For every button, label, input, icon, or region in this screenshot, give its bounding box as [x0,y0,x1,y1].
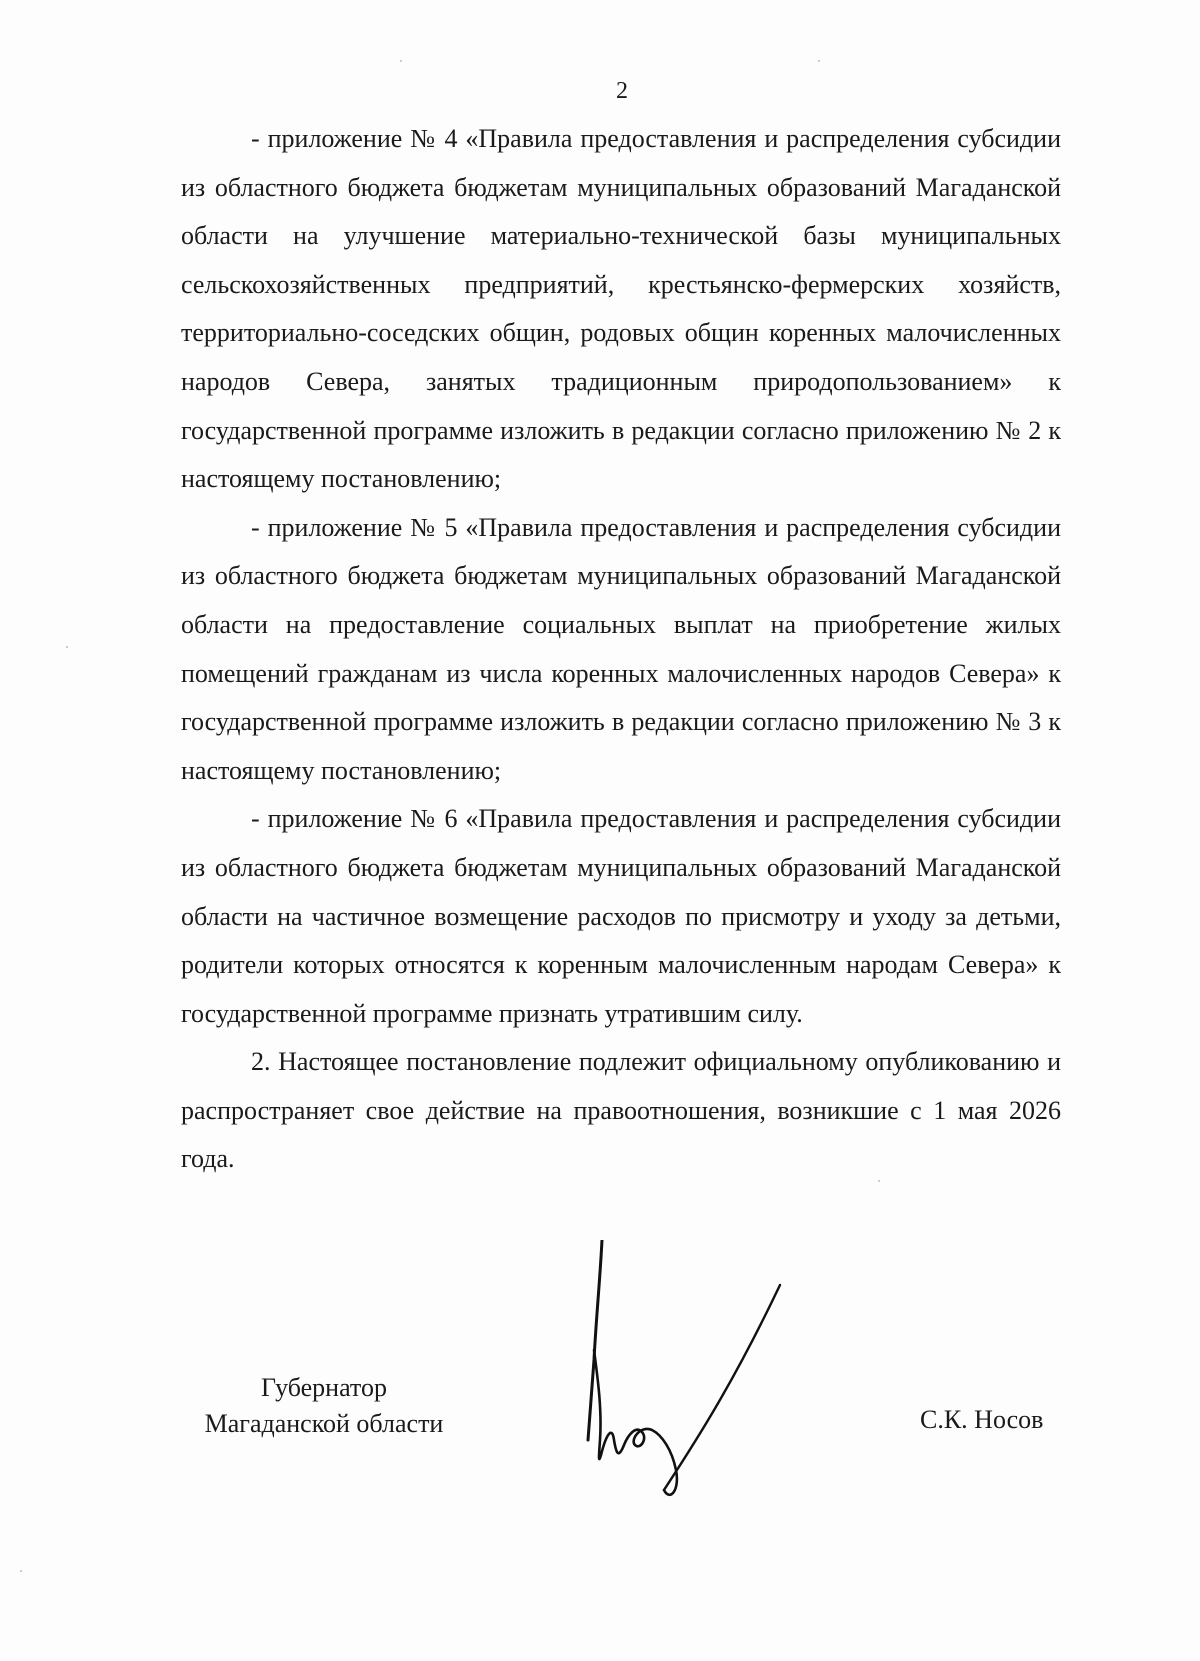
scan-speck [400,60,402,62]
page-number: 2 [616,78,628,104]
scan-speck [818,60,820,62]
document-body [181,115,1061,1184]
scan-speck [20,1570,22,1572]
signatory-title-line2: Магаданской области [204,1409,444,1438]
paragraph-clause-2: 2. Настоящее постановление подлежит официальному опубликованию и распространяет свое действие на правоотношения, возникшие с 1 мая 2026 года. [181,1047,1061,1174]
signatory-name: С.К. Носов [920,1405,1044,1434]
paragraph-appendix-5: - приложение № 5 «Правила предоставления и распределения субсидии из областного бюджета бюджетам муниципальных образований Магаданской области на предоставление социальных выплат на приобретение жилых помещений гражданам из числа коренных малочисленных народов Севера» к государственной программе изложить в редакции согласно приложению № 3 к настоящему постановлению; [181,512,1061,785]
signatory-title [184,1370,464,1442]
signatory-title-line1: Губернатор [261,1373,387,1402]
paragraph-appendix-4: - приложение № 4 «Правила предоставления и распределения субсидии из областного бюджета бюджетам муниципальных образований Магаданской области на улучшение материально-технической базы муниципальных сельскохозяйственных предприятий, крестьянско-фермерских хозяйств, территориально-соседских общин, родовых общин коренных малочисленных народов Севера, занятых традиционным природопользованием» к государственной программе изложить в редакции согласно приложению № 2 к настоящему постановлению; [181,124,1061,494]
scan-speck [66,646,68,648]
paragraph-appendix-6: - приложение № 6 «Правила предоставления и распределения субсидии из областного бюджета бюджетам муниципальных образований Магаданской области на частичное возмещение расходов по присмотру и уходу за детьми, родители которых относятся к коренным малочисленным народам Севера» к государственной программе признать утратившим силу. [181,804,1061,1028]
handwritten-signature [580,1240,820,1510]
